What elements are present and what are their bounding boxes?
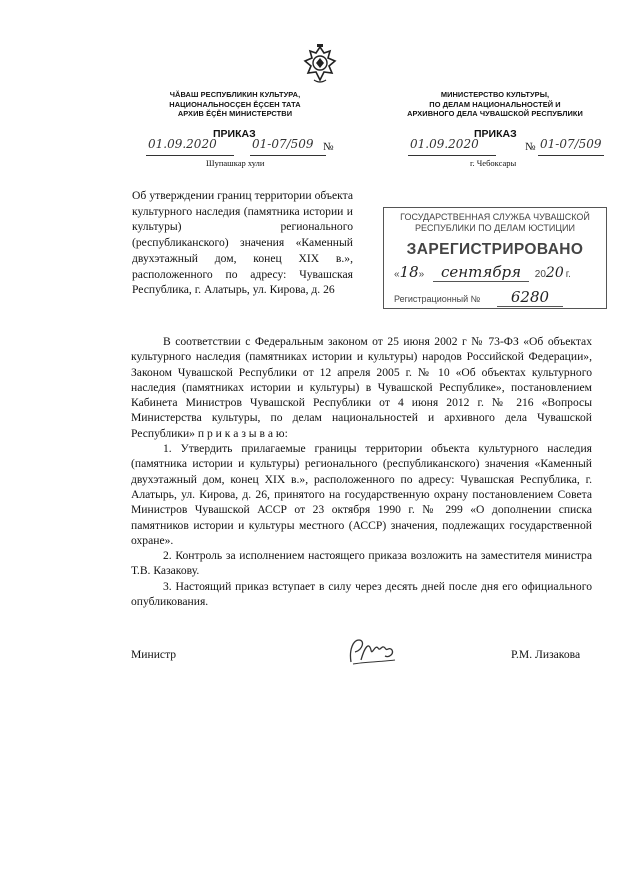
stamp-month: сентября	[433, 263, 529, 282]
stamp-year-prefix: 20	[534, 269, 546, 280]
header-right-line: ПО ДЕЛАМ НАЦИОНАЛЬНОСТЕЙ И	[429, 99, 561, 109]
place-left: Шупашкар хули	[206, 158, 265, 168]
order-number-right: 01-07/509	[540, 137, 602, 151]
header-right-line: МИНИСТЕРСТВО КУЛЬТУРЫ,	[440, 90, 550, 99]
document-body	[131, 334, 592, 609]
order-label-right: ПРИКАЗ	[474, 128, 517, 140]
number-sign-right: №	[525, 141, 536, 153]
stamp-reg-label: Регистрационный №	[394, 294, 481, 304]
header-left-line: ЧĂВАШ РЕСПУБЛИКИН КУЛЬТУРА,	[169, 90, 301, 99]
signer-title: Министр	[131, 648, 177, 661]
stamp-header	[384, 212, 606, 234]
stamp-reg-row	[394, 288, 599, 306]
order-number-left: 01-07/509	[252, 137, 314, 151]
body-paragraph: 3. Настоящий приказ вступает в силу через десять дней после дня его официального опубликования.	[131, 579, 592, 609]
header-right	[390, 90, 600, 119]
place-right: г. Чебоксары	[470, 158, 517, 168]
header-right-line: АРХИВНОГО ДЕЛА ЧУВАШСКОЙ РЕСПУБЛИКИ	[407, 109, 583, 118]
body-paragraph: В соответствии с Федеральным законом от 25 июня 2002 г № 73-ФЗ «Об объектах культурного наследия (памятниках истории и культуры) народов Российской Федерации», Законом Чувашской Республики от 12 апреля 2005 г. № 10 «Об объектах культурного наследия (памятниках истории и культуры) в Чувашской Республике», постановлением Кабинета Министров Чувашской Республики от 4 июня 2012 г. № 216 «Вопросы Министерства культуры, по делам национальностей и архивного дела Чувашской Республики» п р и к а з ы в а ю:	[131, 335, 592, 440]
handwritten-signature-icon	[345, 632, 400, 672]
order-date-left: 01.09.2020	[148, 137, 217, 151]
stamp-year-suffix: 20	[545, 265, 564, 281]
body-paragraph: 1. Утвердить прилагаемые границы территории объекта культурного наследия (памятника истории и культуры) регионального (республиканского) значения «Каменный двухэтажный дом, конец XIX в.», расположенного по адресу: Чувашская Республика, г. Алатырь, ул. Кирова, д. 26, принятого на государственную охрану постановлением Совета Министров Чувашской АССР от 23 октября 1990 г. № 299 «О дополнении списка памятников истории и культуры местного (АССР) значения, подлежащих государственной охране».	[131, 442, 592, 547]
header-left-line: НАЦИОНАЛЬНОСÇЕН ĔÇСЕН ТАТА	[169, 99, 301, 109]
stamp-reg-number: 6280	[497, 288, 563, 307]
order-label-left: ПРИКАЗ	[213, 128, 256, 140]
stamp-date: «18» сентября 2020 г.	[394, 263, 571, 281]
signer-name: Р.М. Лизакова	[511, 648, 581, 661]
header-left-line: АРХИВ ĔÇĔН МИНИСТЕРСТВИ	[177, 109, 293, 118]
body-paragraph: 2. Контроль за исполнением настоящего приказа возложить на заместителя министра Т.В. Казакову.	[131, 549, 592, 578]
order-date-right: 01.09.2020	[410, 137, 479, 151]
stamp-day: 18	[399, 263, 419, 281]
stamp-line: РЕСПУБЛИКИ ПО ДЕЛАМ ЮСТИЦИИ	[415, 223, 575, 233]
header-left	[150, 90, 320, 119]
stamp-line: ГОСУДАРСТВЕННАЯ СЛУЖБА ЧУВАШСКОЙ	[400, 212, 590, 222]
chuvash-emblem-icon	[302, 44, 338, 84]
stamp-year-end: г.	[565, 269, 571, 280]
document-title: Об утверждении границ территории объекта культурного наследия (памятника истории и культуры) регионального (республиканского) значения «Каменный двухэтажный дом, конец XIX в.», расположенного по адресу: Чувашская Республика, г. Алатырь, ул. Кирова, д. 26	[132, 189, 353, 297]
registration-stamp	[383, 207, 607, 309]
number-sign-left: №	[323, 141, 334, 153]
stamp-registered: ЗАРЕГИСТРИРОВАНО	[406, 241, 584, 258]
